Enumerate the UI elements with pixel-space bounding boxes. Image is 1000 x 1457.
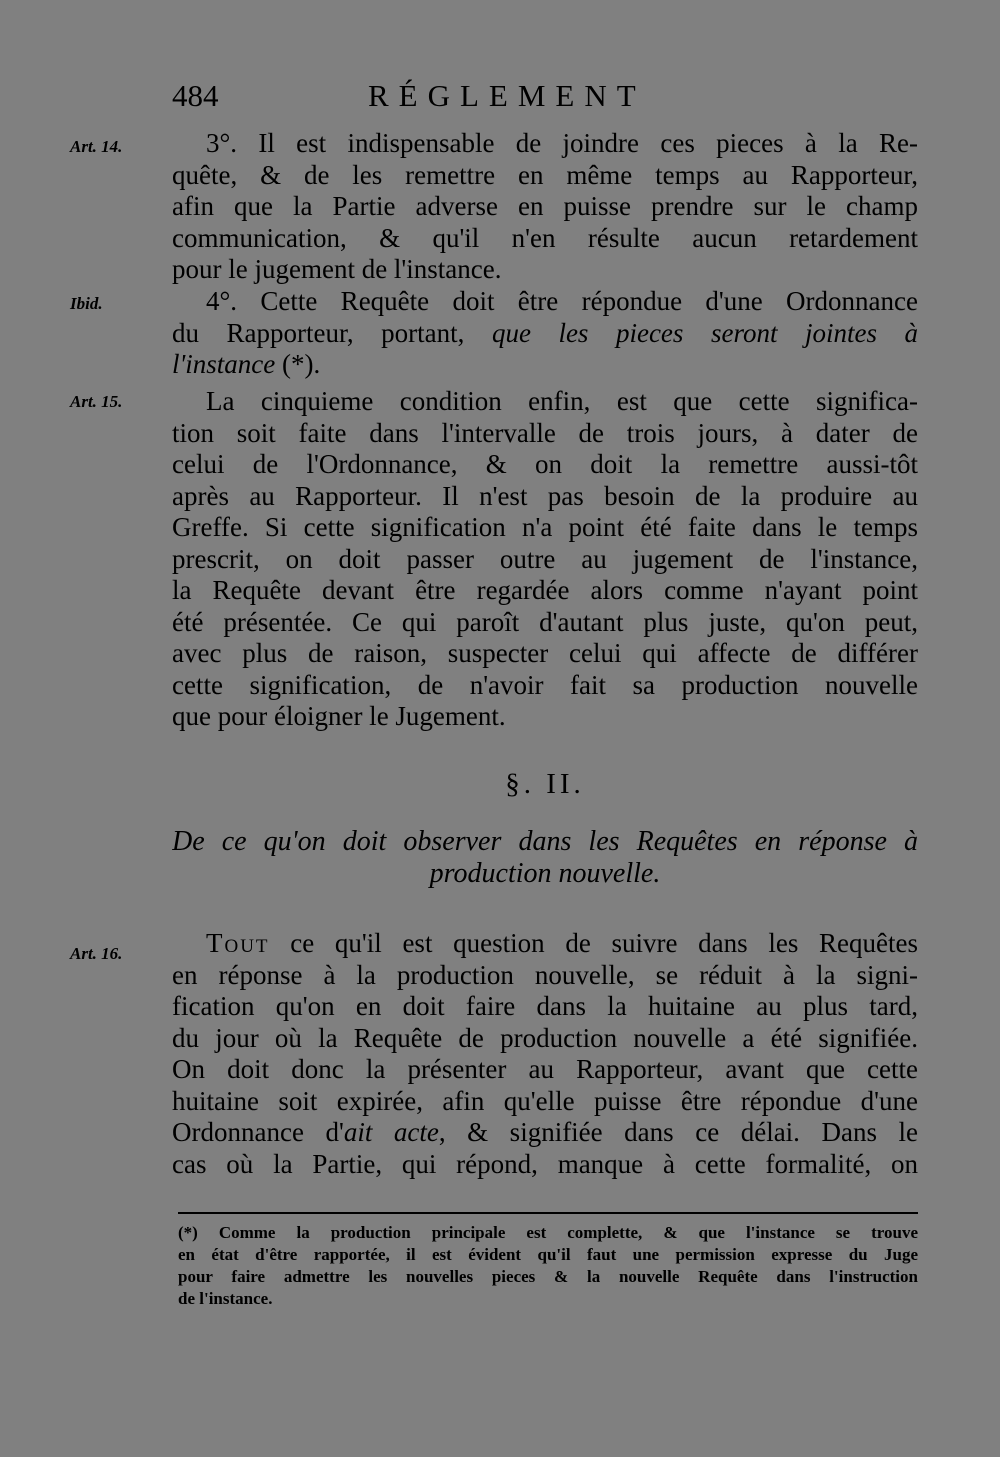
text-line: avec plus de raison, suspecter celui qui affecte de différer (172, 638, 918, 668)
text-line: celui de l'Ordonnance, & on doit la remettre aussi-tôt (172, 449, 918, 479)
paragraph-article-16 (172, 928, 918, 1180)
text-line: huitaine soit expirée, afin qu'elle puisse être répondue d'une (172, 1085, 918, 1116)
section-title (172, 826, 918, 890)
text-line: quête, & de les remettre en même temps au Rapporteur, (172, 159, 918, 190)
text-line (172, 928, 918, 960)
section-title-line: production nouvelle. (429, 858, 661, 889)
text-line (172, 318, 918, 350)
footnote-line: en état d'être rapportée, il est évident qu'il faut une permission expresse du Juge (178, 1245, 918, 1264)
paragraph-condition-4 (172, 286, 918, 381)
paragraph-condition-3 (172, 128, 918, 286)
margin-note-ibid: Ibid. (70, 294, 103, 313)
text-line: communication, & qu'il n'en résulte aucun retardement (172, 222, 918, 253)
section-number: §. II. (505, 768, 585, 800)
margin-note-art-15: Art. 15. (70, 392, 123, 411)
paragraph-condition-5 (172, 386, 918, 733)
text-line: afin que la Partie adverse en puisse prendre sur le champ (172, 191, 918, 221)
footnote-line: de l'instance. (178, 1289, 273, 1308)
page-number: 484 (172, 78, 219, 113)
text-line: été présentée. Ce qui paroît d'autant plus juste, qu'on peut, (172, 606, 918, 637)
text-italic: ait acte (343, 1117, 439, 1147)
text-line: 3°. Il est indispensable de joindre ces pieces à la Re- (206, 128, 918, 158)
running-head: RÉGLEMENT (368, 78, 646, 113)
margin-note-art-14: Art. 14. (70, 137, 123, 156)
drop-word: Tout (206, 928, 270, 958)
text-line: du jour où la Requête de production nouvelle a été signifiée. (172, 1022, 918, 1053)
text-line: pour le jugement de l'instance. (172, 254, 502, 284)
text-line: 4°. Cette Requête doit être répondue d'une Ordonnance (206, 286, 918, 316)
text-line: que pour éloigner le Jugement. (172, 701, 506, 731)
text-line: la Requête devant être regardée alors comme n'ayant point (172, 575, 918, 605)
text-line: cas où la Partie, qui répond, manque à cette formalité, on (172, 1148, 918, 1179)
text-line (172, 349, 918, 381)
text-italic: l'instance (172, 349, 276, 379)
text-plain: (*). (275, 349, 321, 379)
text-line: prescrit, on doit passer outre au jugement de l'instance, (172, 543, 918, 574)
footnote (178, 1222, 918, 1310)
text-line: Greffe. Si cette signification n'a point été faite dans le temps (172, 512, 918, 542)
text-plain: , & signifiée dans ce délai. Dans le (438, 1117, 918, 1147)
footnote-line: pour faire admettre les nouvelles pieces & la nouvelle Requête dans l'instruction (178, 1267, 918, 1286)
text-line: cette signification, de n'avoir fait sa production nouvelle (172, 669, 918, 700)
text-line: en réponse à la production nouvelle, se réduit à la signi- (172, 959, 918, 990)
footnote-divider (178, 1212, 918, 1214)
text-line: On doit donc la présenter au Rapporteur, avant que cette (172, 1054, 918, 1084)
page-header (172, 76, 732, 116)
text-line: tion soit faite dans l'intervalle de trois jours, à dater de (172, 417, 918, 448)
text-plain: Ordonnance d' (172, 1117, 344, 1147)
text-italic: que les pieces seront jointes à (491, 317, 918, 348)
section-title-line: De ce qu'on doit observer dans les Requêtes en réponse à (172, 826, 918, 857)
margin-note-art-16: Art. 16. (70, 944, 123, 963)
text-line: fication qu'on en doit faire dans la huitaine au plus tard, (172, 991, 918, 1021)
footnote-line: (*) Comme la production principale est complette, & que l'instance se trouve (178, 1223, 918, 1242)
text-line: après au Rapporteur. Il n'est pas besoin de la produire au (172, 480, 918, 511)
text-line: La cinquieme condition enfin, est que cette significa- (206, 386, 918, 416)
text-line (172, 1117, 918, 1149)
text-plain: du Rapporteur, portant, (172, 317, 492, 348)
text-plain: ce qu'il est question de suivre dans les Requêtes (269, 928, 918, 958)
